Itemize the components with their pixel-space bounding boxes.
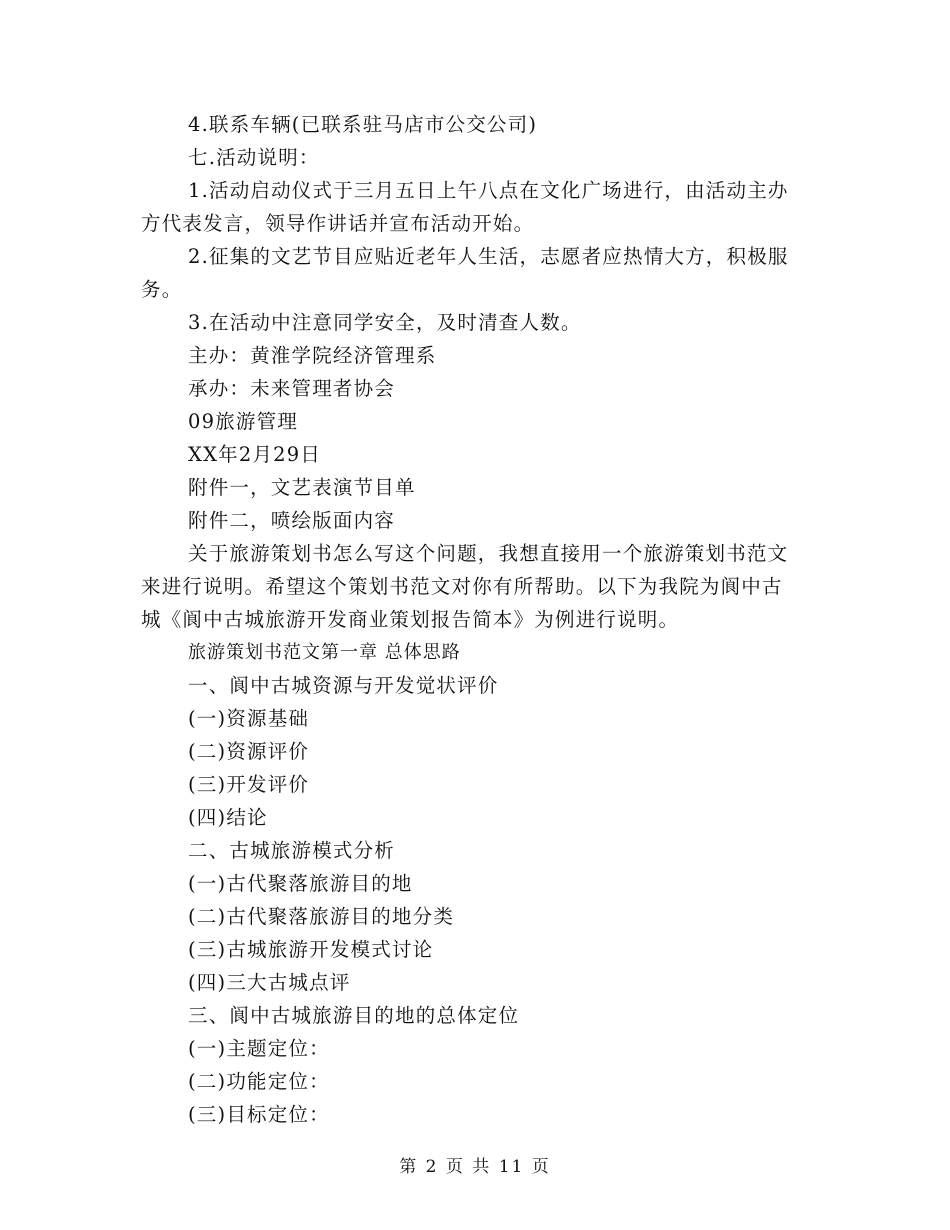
paragraph: 承办：未来管理者协会 (188, 377, 396, 400)
list-item: (四)三大古城点评 (188, 971, 351, 994)
section-heading: 二、古城旅游模式分析 (188, 839, 396, 862)
document-body (141, 108, 801, 1131)
paragraph: XX年2月29日 (188, 443, 322, 466)
paragraph: 1.活动启动仪式于三月五日上午八点在文化广场进行，由活动主办方代表发言，领导作讲话并宣布活动开始。 (141, 179, 789, 235)
paragraph: 4.联系车辆(已联系驻马店市公交公司) (188, 113, 538, 136)
list-item: (二)资源评价 (188, 740, 310, 763)
paragraph: 09旅游管理 (188, 410, 299, 433)
page-number-footer: 第 2 页 共 11 页 (399, 1157, 551, 1177)
list-item: (二)古代聚落旅游目的地分类 (188, 905, 455, 928)
section-heading: 三、阆中古城旅游目的地的总体定位 (188, 1004, 520, 1027)
paragraph: 3.在活动中注意同学安全，及时清查人数。 (188, 311, 582, 334)
list-item: (三)开发评价 (188, 773, 310, 796)
list-item: (四)结论 (188, 806, 268, 829)
paragraph: 七.活动说明： (188, 146, 320, 169)
list-item: (二)功能定位： (188, 1070, 330, 1093)
list-item: (三)古城旅游开发模式讨论 (188, 938, 434, 961)
chapter-heading: 旅游策划书范文第一章 总体思路 (188, 642, 461, 663)
paragraph: 主办：黄淮学院经济管理系 (188, 344, 437, 367)
list-item: (一)古代聚落旅游目的地 (188, 872, 413, 895)
paragraph: 附件一，文艺表演节目单 (188, 476, 416, 499)
paragraph: 关于旅游策划书怎么写这个问题，我想直接用一个旅游策划书范文来进行说明。希望这个策划书范文对你有所帮助。以下为我院为阆中古城《阆中古城旅游开发商业策划报告简本》为例进行说明。 (141, 542, 789, 631)
section-heading: 一、阆中古城资源与开发觉状评价 (188, 674, 499, 697)
paragraph: 附件二，喷绘版面内容 (188, 509, 396, 532)
list-item: (三)目标定位： (188, 1103, 330, 1126)
paragraph: 2.征集的文艺节目应贴近老年人生活，志愿者应热情大方，积极服务。 (141, 245, 789, 301)
list-item: (一)主题定位： (188, 1037, 330, 1060)
list-item: (一)资源基础 (188, 707, 310, 730)
